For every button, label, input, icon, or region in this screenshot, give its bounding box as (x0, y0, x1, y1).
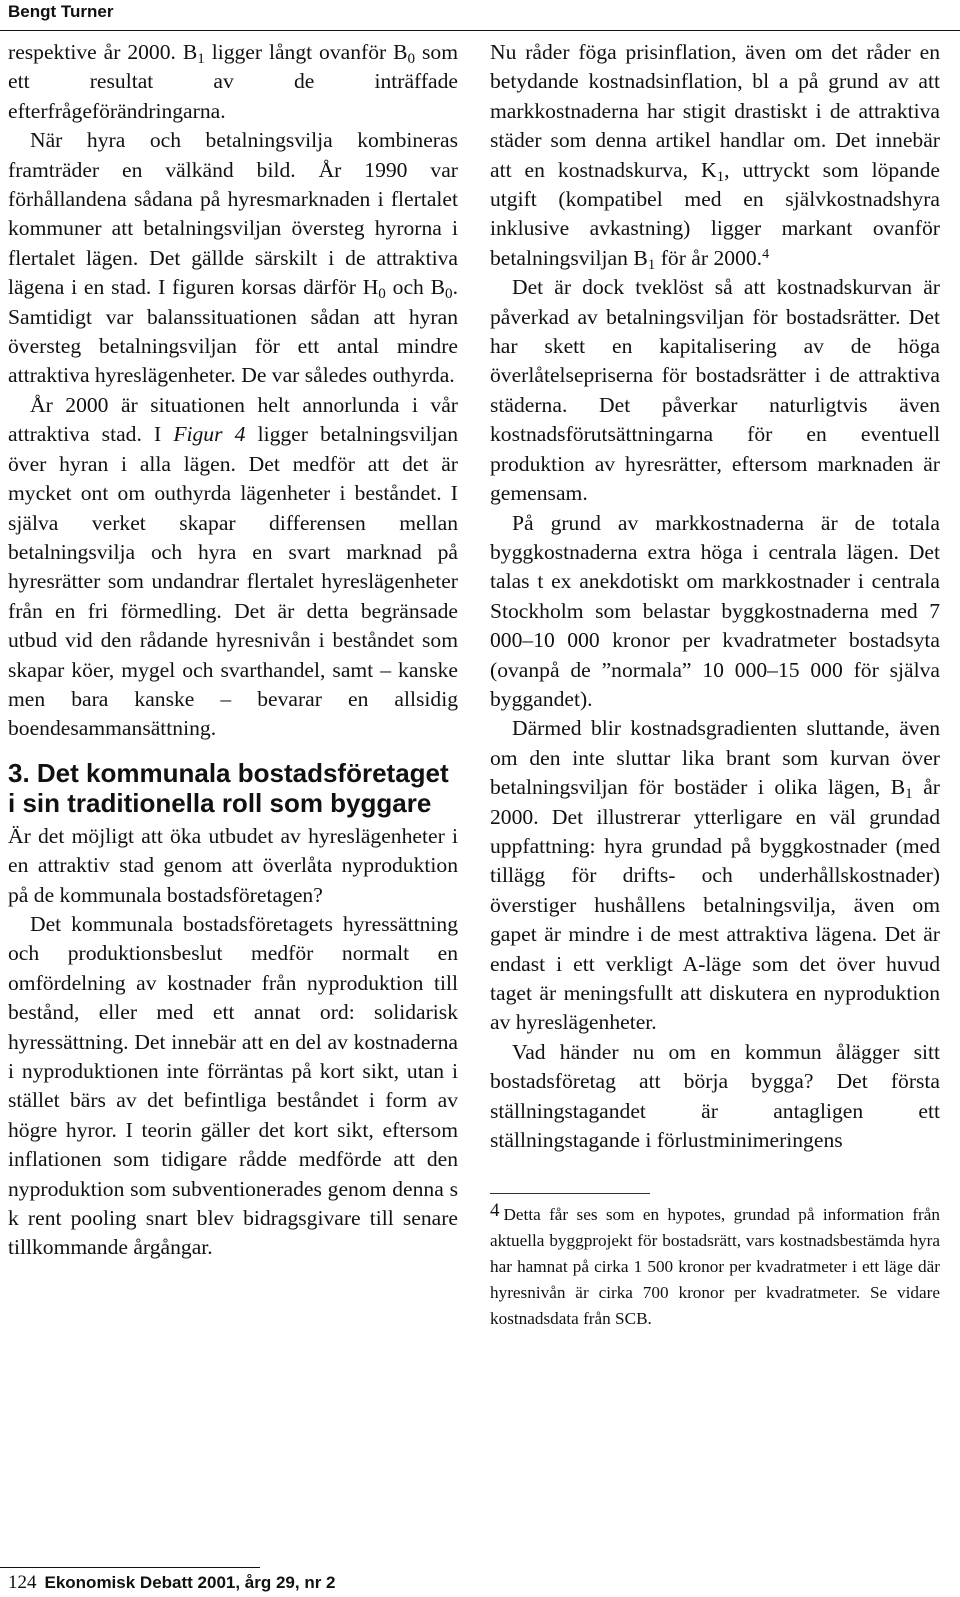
paragraph: Vad händer nu om en kommun ålägger sitt bostadsföretag att börja bygga? Det första ställningstagandet är antagligen ett ställningstagande i förlustminimeringens (490, 1039, 940, 1153)
paragraph: Därmed blir kostnadsgradienten sluttande, även om den inte sluttar lika brant som kurvan över betalningsviljan för bostäder i olika lägen, $B_1$ år 2000. Det illustrerar ytterligare en väl grundad uppfattning: hyra grundad på byggkostnader (med tillägg för drifts- och underhållskostnader) överstiger hushållens betalningsvilja, även om gapet är mindre i de mest attraktiva lägena. Det är endast i ett verkligt A-läge som det över huvud taget är meningsfullt att diskutera en nyproduktion av hyreslägenheter. (490, 716, 940, 1035)
running-header-author: Bengt Turner (8, 2, 114, 21)
page-footer (8, 1572, 336, 1594)
footnote: 4 Detta får ses som en hypotes, grundad på information från aktuella byggprojekt för bostadsrätt, vars kostnadsbestämda hyra har hamnat på cirka 1 500 kronor per kvadratmeter i ett läge där hyresnivån är cirka 700 kronor per kvadratmeter. Se vidare kostnadsdata från SCB. (490, 1199, 940, 1329)
paragraph: På grund av markkostnaderna är de totala byggkostnaderna extra höga i centrala lägen. Det talas t ex anekdotiskt om markkostnader i centrala Stockholm som belastar byggkostnaderna med 7 000–10 000 kronor per kvadratmeter bostadsyta (ovanpå de ”normala” 10 000–15 000 för själva byggandet). (490, 510, 940, 711)
header-rule (0, 30, 960, 31)
paragraph: År 2000 är situationen helt annorlunda i vår attraktiva stad. I Figur 4 ligger betalningsviljan över hyran i alla lägen. Det medför att det är mycket ont om outhyrda lägenheter i beståndet. I själva verket skapar differensen mellan betalningsvilja och hyra en svart marknad på hyresrätter som undandrar flertalet hyreslägenheter från en fri förmedling. Det är detta begränsade utbud vid den rådande hyresnivån i beståndet som skapar köer, mygel och svarthandel, samt – kanske men bara kanske – bevarar en allsidig boendesammansättning. (8, 392, 459, 741)
paragraph: respektive år 2000. $B_1$ ligger långt ovanför $B_0$ som ett resultat av de inträffade efterfrågeförändringarna. (8, 40, 458, 123)
footnote-number: 4 (490, 1199, 500, 1221)
right-column (490, 38, 940, 1332)
page-number: 124 (8, 1572, 37, 1593)
paragraph: Det är dock tveklöst så att kostnadskurvan är påverkad av betalningsviljan för bostadsrätter. Det har skett en kapitalisering av de höga överlåtelsepriserna för bostadsrätter i de attraktiva städerna. Det påverkar naturligtvis även kostnadsförutsättningarna för en eventuell produktion av hyresrätter, eftersom marknaden är gemensam. (490, 275, 940, 506)
footnote-rule (490, 1193, 650, 1194)
footnote-reference: 4 (762, 245, 770, 262)
paragraph: Nu råder föga prisinflation, även om det råder en betydande kostnadsinflation, bl a på grund av att markkostnaderna har stigit drastiskt i de attraktiva städer som denna artikel handlar om. Det innebär att en kostnadskurva, $K_1$, uttryckt som löpande utgift (kompatibel med en självkostnadshyra inklusive avkastning) ligger markant ovanför betalningsviljan $B_1$ för år 2000.$^4$ (490, 40, 940, 273)
paragraph: När hyra och betalningsvilja kombineras framträder en välkänd bild. År 1990 var förhållandena sådana på hyresmarknaden i flertalet kommuner att betalningsviljan översteg hyrorna i flertalet lägen. Det gällde särskilt i de attraktiva lägena i en stad. I figuren korsas därför $H_0$ och $B_0$. Samtidigt var balanssituationen sådan att hyran översteg betalningsviljan för ett antal mindre attraktiva hyreslägenheter. De var således outhyrda. (8, 128, 458, 388)
footer-rule (0, 1567, 260, 1568)
paragraph: Det kommunala bostadsföretagets hyressättning och produktionsbeslut medför normalt en omfördelning av kostnader från nyproduktion till bestånd, eller med ett annat ord: solidarisk hyressättning. Det innebär att en del av kostnaderna i nyproduktionen inte förräntas på kort sikt, utan i stället bärs av det befintliga beståndet i form av högre hyror. I teorin gäller det kort sikt, eftersom inflationen som tidigare rådde medförde att den nyproduktion som subventionerades genom denna s k rent pooling snart blev bidragsgivare till senare tillkommande årgångar. (8, 911, 458, 1260)
paragraph: Är det möjligt att öka utbudet av hyreslägenheter i en attraktiv stad genom att överlåta nyproduktion på de kommunala bostadsföretagen? (8, 823, 458, 907)
journal-name: Ekonomisk Debatt 2001, årg 29, nr 2 (44, 1573, 336, 1592)
section-heading: 3. Det kommunala bostadsföretaget i sin traditionella roll som byggare (8, 757, 449, 818)
left-column (8, 38, 458, 1263)
